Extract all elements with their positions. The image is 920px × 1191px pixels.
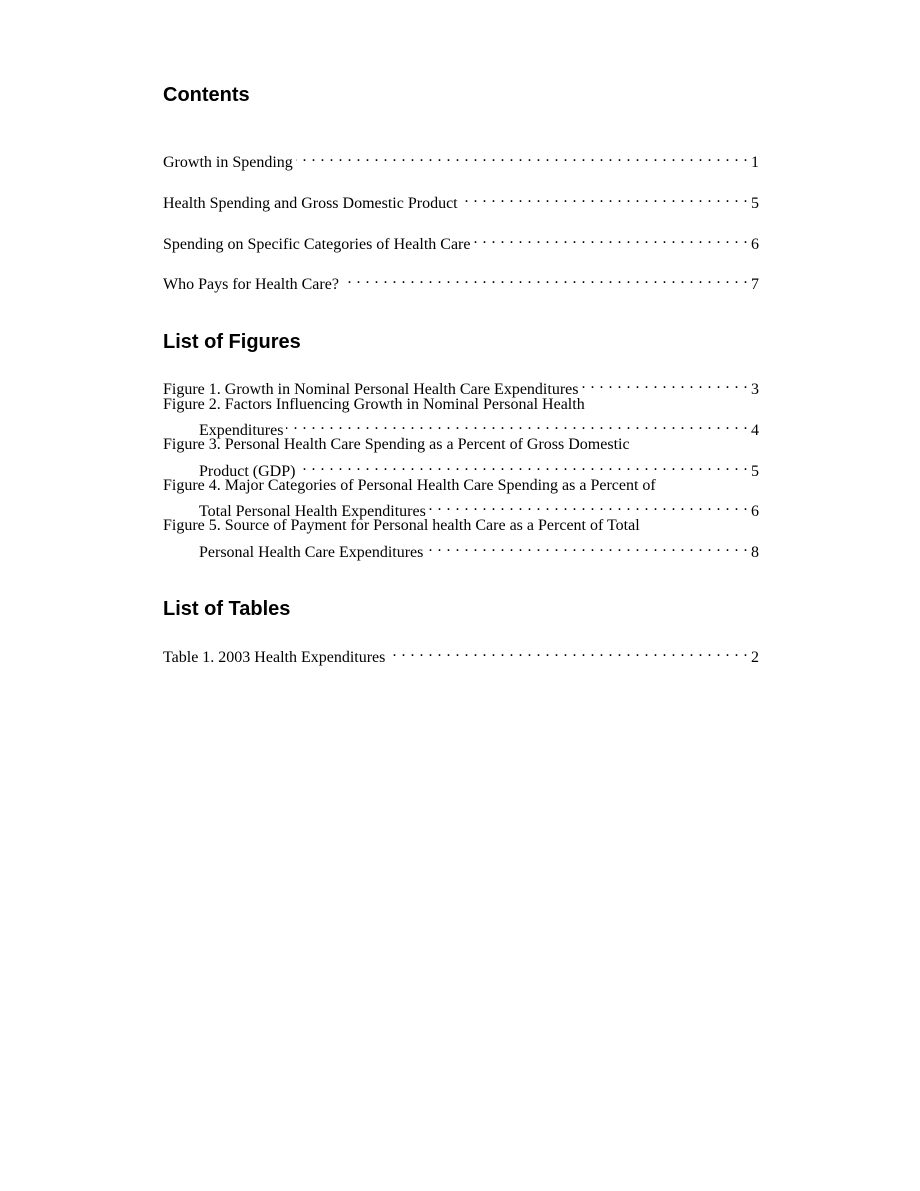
toc-entry-label: Health Spending and Gross Domestic Product [163, 195, 458, 212]
figure-entry-5-line1[interactable]: Figure 5. Source of Payment for Personal health Care as a Percent of Total [163, 517, 640, 534]
toc-entry-page-number: 5 [751, 195, 759, 212]
toc-entry-specific-categories[interactable] [163, 229, 759, 255]
figure-entry-label: Figure 1. Growth in Nominal Personal Health Care Expenditures [163, 381, 579, 398]
dot-leader [298, 456, 748, 476]
dot-leader [388, 642, 748, 662]
toc-entry-label: Who Pays for Health Care? [163, 276, 339, 293]
figure-entry-page-number: 4 [751, 422, 759, 439]
toc-entry-who-pays[interactable] [163, 269, 759, 295]
dot-leader [473, 229, 748, 249]
figure-entry-label: Personal Health Care Expenditures [199, 544, 424, 561]
toc-entry-growth-in-spending[interactable] [163, 147, 759, 173]
figure-entry-page-number: 8 [751, 544, 759, 561]
toc-entry-label: Growth in Spending [163, 154, 293, 171]
toc-entry-page-number: 7 [751, 276, 759, 293]
contents-heading: Contents [163, 84, 250, 106]
toc-entry-label: Spending on Specific Categories of Health Care [163, 236, 471, 253]
dot-leader [296, 147, 748, 167]
table-entry-page-number: 2 [751, 649, 759, 666]
figure-entry-page-number: 6 [751, 503, 759, 520]
figure-entry-4-line1[interactable]: Figure 4. Major Categories of Personal Health Care Spending as a Percent of [163, 477, 656, 494]
figure-entry-3-line1[interactable]: Figure 3. Personal Health Care Spending as a Percent of Gross Domestic [163, 436, 630, 453]
dot-leader [461, 188, 748, 208]
tables-heading: List of Tables [163, 598, 291, 620]
figures-heading: List of Figures [163, 331, 301, 353]
figure-entry-page-number: 5 [751, 463, 759, 480]
table-entry-1[interactable] [163, 642, 759, 668]
figure-entry-5[interactable] [199, 537, 759, 563]
dot-leader [286, 415, 748, 435]
table-entry-label: Table 1. 2003 Health Expenditures [163, 649, 386, 666]
dot-leader [426, 537, 748, 557]
toc-entry-health-spending-gdp[interactable] [163, 188, 759, 214]
figure-entry-label: Expenditures [199, 422, 284, 439]
figure-entry-page-number: 3 [751, 381, 759, 398]
dot-leader [342, 269, 748, 289]
figure-entry-label: Total Personal Health Expenditures [199, 503, 426, 520]
dot-leader [581, 374, 748, 394]
figure-entry-2-line1[interactable]: Figure 2. Factors Influencing Growth in Nominal Personal Health [163, 396, 585, 413]
figure-entry-label: Product (GDP) [199, 463, 296, 480]
toc-entry-page-number: 1 [751, 154, 759, 171]
dot-leader [429, 496, 748, 516]
toc-entry-page-number: 6 [751, 236, 759, 253]
